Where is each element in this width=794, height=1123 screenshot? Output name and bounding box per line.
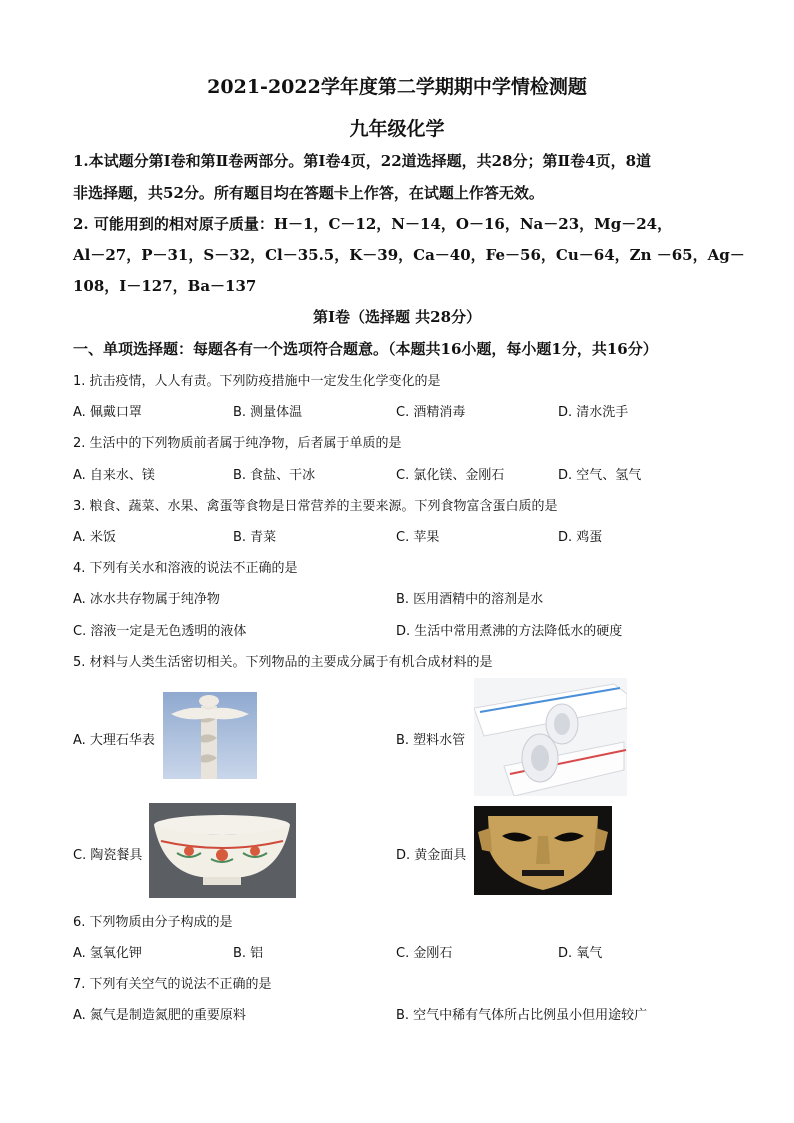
option-a: A. 佩戴口罩 <box>73 405 142 420</box>
question-stem: 6. 下列物质由分子构成的是 <box>73 915 233 930</box>
option-b: B. 空气中稀有气体所占比例虽小但用途较广 <box>396 1008 648 1023</box>
option-b: B. 测量体温 <box>233 405 303 420</box>
option-d: D. 鸡蛋 <box>558 530 603 545</box>
option-c: C. 陶瓷餐具 <box>73 848 143 863</box>
instruction-line-3: 2. 可能用到的相对原子质量：H－1，C－12，N－14，O－16，Na－23，Mg－24， <box>73 215 673 233</box>
option-a: A. 自来水、镁 <box>73 468 155 483</box>
option-d: D. 空气、氢气 <box>558 468 642 483</box>
question-stem: 7. 下列有关空气的说法不正确的是 <box>73 977 272 992</box>
question-stem: 5. 材料与人类生活密切相关。下列物品的主要成分属于有机合成材料的是 <box>73 655 493 670</box>
option-c: C. 酒精消毒 <box>396 405 466 420</box>
porcelain-bowl-image <box>149 803 296 898</box>
option-c: C. 金刚石 <box>396 946 453 961</box>
option-a: A. 冰水共存物属于纯净物 <box>73 592 220 607</box>
option-b: B. 青菜 <box>233 530 277 545</box>
marble-column-image <box>163 692 257 779</box>
option-b: B. 塑料水管 <box>396 733 466 748</box>
instruction-line-1: 1.本试题分第Ⅰ卷和第Ⅱ卷两部分。第Ⅰ卷4页，22道选择题，共28分；第Ⅱ卷4页，8道 <box>73 152 652 170</box>
part-title: 一、单项选择题：每题各有一个选项符合题意。（本题共16小题，每小题1分，共16分） <box>73 340 658 358</box>
question-stem: 1. 抗击疫情，人人有责。下列防疫措施中一定发生化学变化的是 <box>73 374 441 389</box>
option-d: D. 生活中常用煮沸的方法降低水的硬度 <box>396 624 623 639</box>
section-title: 第Ⅰ卷（选择题 共28分） <box>312 308 482 326</box>
question-stem: 3. 粮食、蔬菜、水果、禽蛋等食物是日常营养的主要来源。下列食物富含蛋白质的是 <box>73 499 558 514</box>
question-stem: 4. 下列有关水和溶液的说法不正确的是 <box>73 561 298 576</box>
option-d: D. 黄金面具 <box>396 848 467 863</box>
instruction-line-5: 108，I－127，Ba－137 <box>73 277 257 295</box>
option-c: C. 氯化镁、金刚石 <box>396 468 505 483</box>
instruction-line-4: Al－27，P－31，S－32，Cl－35.5，K－39，Ca－40，Fe－56，Cu－64，Zn －65，Ag－ <box>73 246 745 264</box>
option-a: A. 米饭 <box>73 530 116 545</box>
option-c: C. 溶液一定是无色透明的液体 <box>73 624 247 639</box>
option-a: A. 大理石华表 <box>73 733 155 748</box>
exam-subtitle: 九年级化学 <box>349 118 445 140</box>
option-c: C. 苹果 <box>396 530 440 545</box>
question-stem: 2. 生活中的下列物质前者属于纯净物，后者属于单质的是 <box>73 436 402 451</box>
exam-title: 2021-2022学年度第二学期期中学情检测题 <box>207 76 587 98</box>
option-a: A. 氮气是制造氮肥的重要原料 <box>73 1008 246 1023</box>
instruction-line-2: 非选择题，共52分。所有题目均在答题卡上作答，在试题上作答无效。 <box>73 184 544 202</box>
option-b: B. 医用酒精中的溶剂是水 <box>396 592 544 607</box>
option-b: B. 铝 <box>233 946 264 961</box>
option-a: A. 氢氧化钾 <box>73 946 142 961</box>
gold-mask-image <box>474 806 612 895</box>
plastic-pipes-image <box>474 678 627 796</box>
option-d: D. 清水洗手 <box>558 405 629 420</box>
option-b: B. 食盐、干冰 <box>233 468 316 483</box>
option-d: D. 氧气 <box>558 946 603 961</box>
